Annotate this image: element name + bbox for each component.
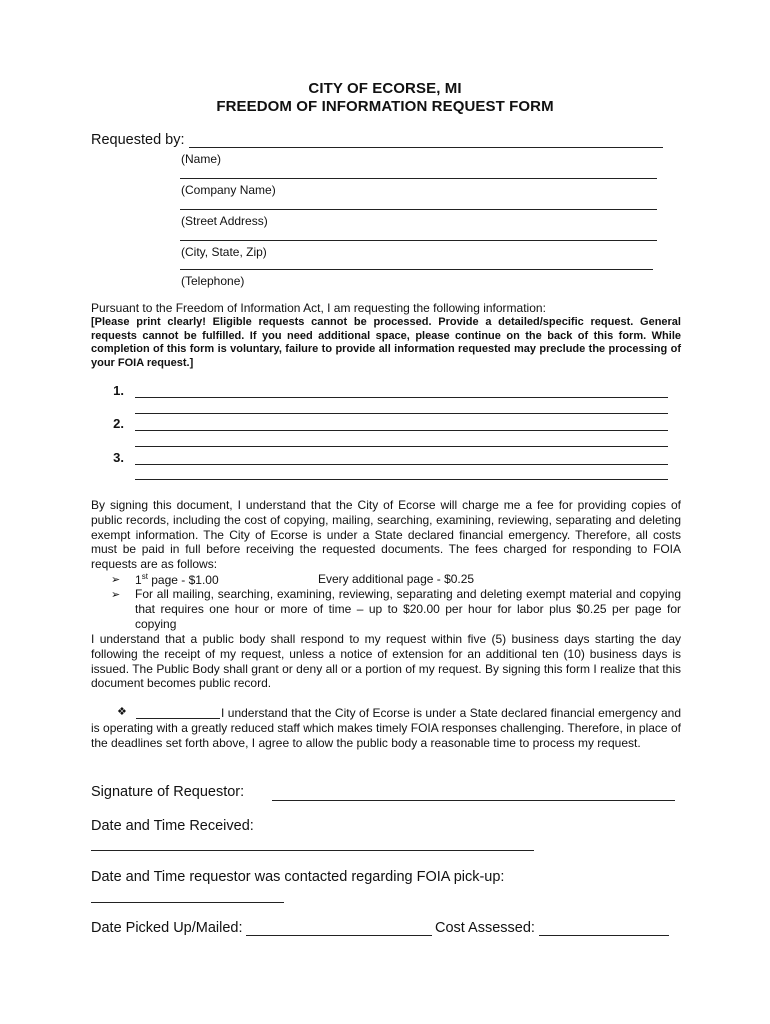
- cost-assessed-label: Cost Assessed:: [435, 920, 535, 936]
- arrow-bullet-icon: ➢: [111, 589, 121, 601]
- form-title-line1: CITY OF ECORSE, MI: [308, 80, 462, 97]
- emergency-acknowledgement: I understand that the City of Ecorse is under a State declared financial emergency and is operating with a greatly reduced staff which makes timely FOIA responses challenging. Therefore, in place of the deadlines set forth above, I agree to allow the public body a reasonable time to process my request.: [91, 706, 681, 750]
- request-item-1-number: 1.: [113, 383, 124, 398]
- signature-label: Signature of Requestor:: [91, 784, 245, 800]
- additional-page-fee: Every additional page - $0.25: [318, 572, 475, 586]
- date-contacted-field[interactable]: [91, 902, 284, 903]
- arrow-bullet-icon: ➢: [111, 574, 121, 586]
- date-received-field[interactable]: [91, 850, 534, 851]
- diamond-bullet-icon: ❖: [117, 706, 127, 718]
- name-caption: (Name): [181, 152, 222, 166]
- labor-fee: For all mailing, searching, examining, reviewing, separating and deleting exempt material and copying that requires one hour or more of time – up to $20.00 per hour for labor plus $0.25 per page for copying: [135, 587, 681, 631]
- street-address-caption: (Street Address): [181, 214, 268, 228]
- date-contacted-label: Date and Time requestor was contacted regarding FOIA pick-up:: [91, 869, 505, 885]
- request-item-3-line-a[interactable]: [135, 464, 668, 465]
- city-state-zip-field[interactable]: [180, 240, 657, 241]
- request-instructions: [Please print clearly! Eligible requests cannot be processed. Provide a detailed/specific request. General requests cannot be fulfilled. If you need additional space, please continue on the back of this form. While completion of this form is voluntary, failure to provide all information requested may preclude the processing of your FOIA request.]: [91, 316, 681, 369]
- request-item-3-line-b[interactable]: [135, 479, 668, 480]
- cost-assessed-field[interactable]: [539, 935, 669, 936]
- date-received-label: Date and Time Received:: [91, 818, 254, 834]
- request-item-1-line-b[interactable]: [135, 413, 668, 414]
- telephone-caption: (Telephone): [181, 274, 245, 288]
- fees-intro: By signing this document, I understand that the City of Ecorse will charge me a fee for providing copies of public records, including the cost of copying, mailing, searching, examining, reviewing, separating and deleting exempt information. The City of Ecorse is under a State declared financial emergency. Therefore, all costs must be paid in full before receiving the requested documents. The fees charged for responding to FOIA requests are as follows:: [91, 498, 681, 572]
- response-terms: I understand that a public body shall respond to my request within five (5) business days starting the day following the receipt of my request, unless a notice of extension for an additional ten (10) business days is issued. The Public Body shall grant or deny all or a portion of my request. By signing this form I realize that this document becomes public record.: [91, 632, 681, 691]
- form-title-line2: FREEDOM OF INFORMATION REQUEST FORM: [216, 98, 554, 115]
- request-item-2-number: 2.: [113, 416, 124, 431]
- date-picked-up-field[interactable]: [246, 935, 432, 936]
- request-intro: Pursuant to the Freedom of Information Act, I am requesting the following information:: [91, 301, 546, 315]
- first-page-fee: 1st page - $1.00: [135, 572, 219, 587]
- street-address-field[interactable]: [180, 209, 657, 210]
- signature-field[interactable]: [272, 800, 675, 801]
- request-item-2-line-b[interactable]: [135, 446, 668, 447]
- request-item-1-line-a[interactable]: [135, 397, 668, 398]
- telephone-field[interactable]: [180, 269, 653, 270]
- city-state-zip-caption: (City, State, Zip): [181, 245, 267, 259]
- request-item-3-number: 3.: [113, 450, 124, 465]
- requested-by-label: Requested by:: [91, 132, 185, 148]
- date-picked-up-label: Date Picked Up/Mailed:: [91, 920, 243, 936]
- company-name-field[interactable]: [180, 178, 657, 179]
- company-name-caption: (Company Name): [181, 183, 276, 197]
- request-item-2-line-a[interactable]: [135, 430, 668, 431]
- name-field[interactable]: [189, 147, 663, 148]
